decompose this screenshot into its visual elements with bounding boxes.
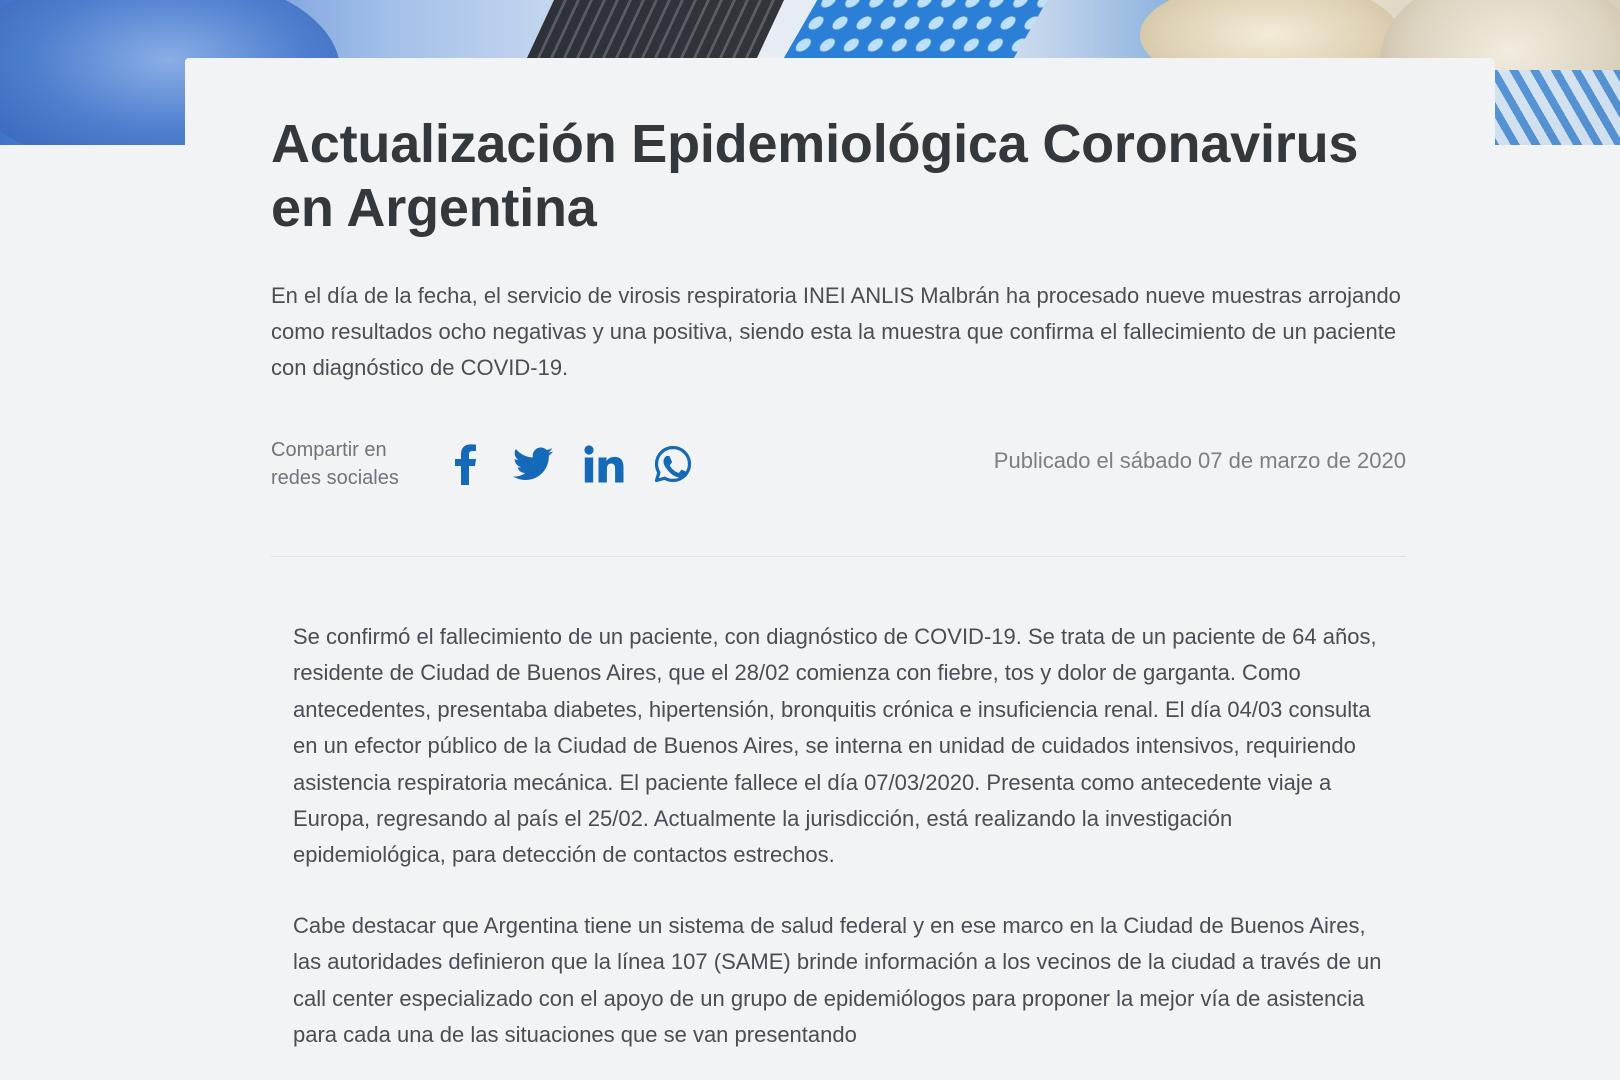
article-summary: En el día de la fecha, el servicio de virosis respiratoria INEI ANLIS Malbrán ha procesado nueve muestras arrojando como resultados ocho negativas y una positiva, siendo esta la muestra que confirma el fallecimiento de un paciente con diagnóstico de COVID-19.: [271, 283, 1401, 380]
article-body: [293, 619, 1383, 1053]
hero-vials: [1490, 70, 1620, 145]
published-date: Publicado el sábado 07 de marzo de 2020: [993, 448, 1406, 473]
body-paragraph: Cabe destacar que Argentina tiene un sistema de salud federal y en ese marco en la Ciudad de Buenos Aires, las autoridades definieron que la línea 107 (SAME) brinde información a los vecinos de la ciudad a través de un call center especializado con el apoyo de un grupo de epidemiólogos para proponer la mejor vía de asistencia para cada una de las situaciones que se van presentando: [293, 912, 1382, 1048]
body-paragraph: Se confirmó el fallecimiento de un paciente, con diagnóstico de COVID-19. Se trata de un paciente de 64 años, residente de Ciudad de Buenos Aires, que el 28/02 comienza con fiebre, tos y dolor de garganta. Como antecedentes, presentaba diabetes, hipertensión, bronquitis crónica e insuficiencia renal. El día 04/03 consulta en un efector público de la Ciudad de Buenos Aires, se interna en unidad de cuidados intensivos, requiriendo asistencia respiratoria mecánica. El paciente fallece el día 07/03/2020. Presenta como antecedente viaje a Europa, regresando al país el 25/02. Actualmente la jurisdicción, está realizando la investigación epidemiológica, para detección de contactos estrechos.: [293, 624, 1377, 868]
share-whatsapp-button[interactable]: [651, 442, 695, 486]
share-label-line2: redes sociales: [271, 467, 399, 489]
share-row: [271, 436, 1406, 496]
divider: [271, 556, 1406, 557]
share-label-line1: Compartir en: [271, 439, 387, 461]
share-facebook-button[interactable]: [443, 442, 487, 486]
article-content: [271, 112, 1406, 1080]
share-label: [271, 436, 431, 492]
hero-keyboard: [526, 0, 784, 60]
article-title: Actualización Epidemiológica Coronavirus en Argentina: [271, 114, 1359, 238]
twitter-icon: [513, 447, 553, 481]
share-linkedin-button[interactable]: [582, 442, 626, 486]
article-card: [185, 58, 1495, 1080]
facebook-icon: [451, 443, 479, 485]
whatsapp-icon: [653, 444, 693, 484]
share-twitter-button[interactable]: [511, 442, 555, 486]
linkedin-icon: [584, 445, 624, 483]
